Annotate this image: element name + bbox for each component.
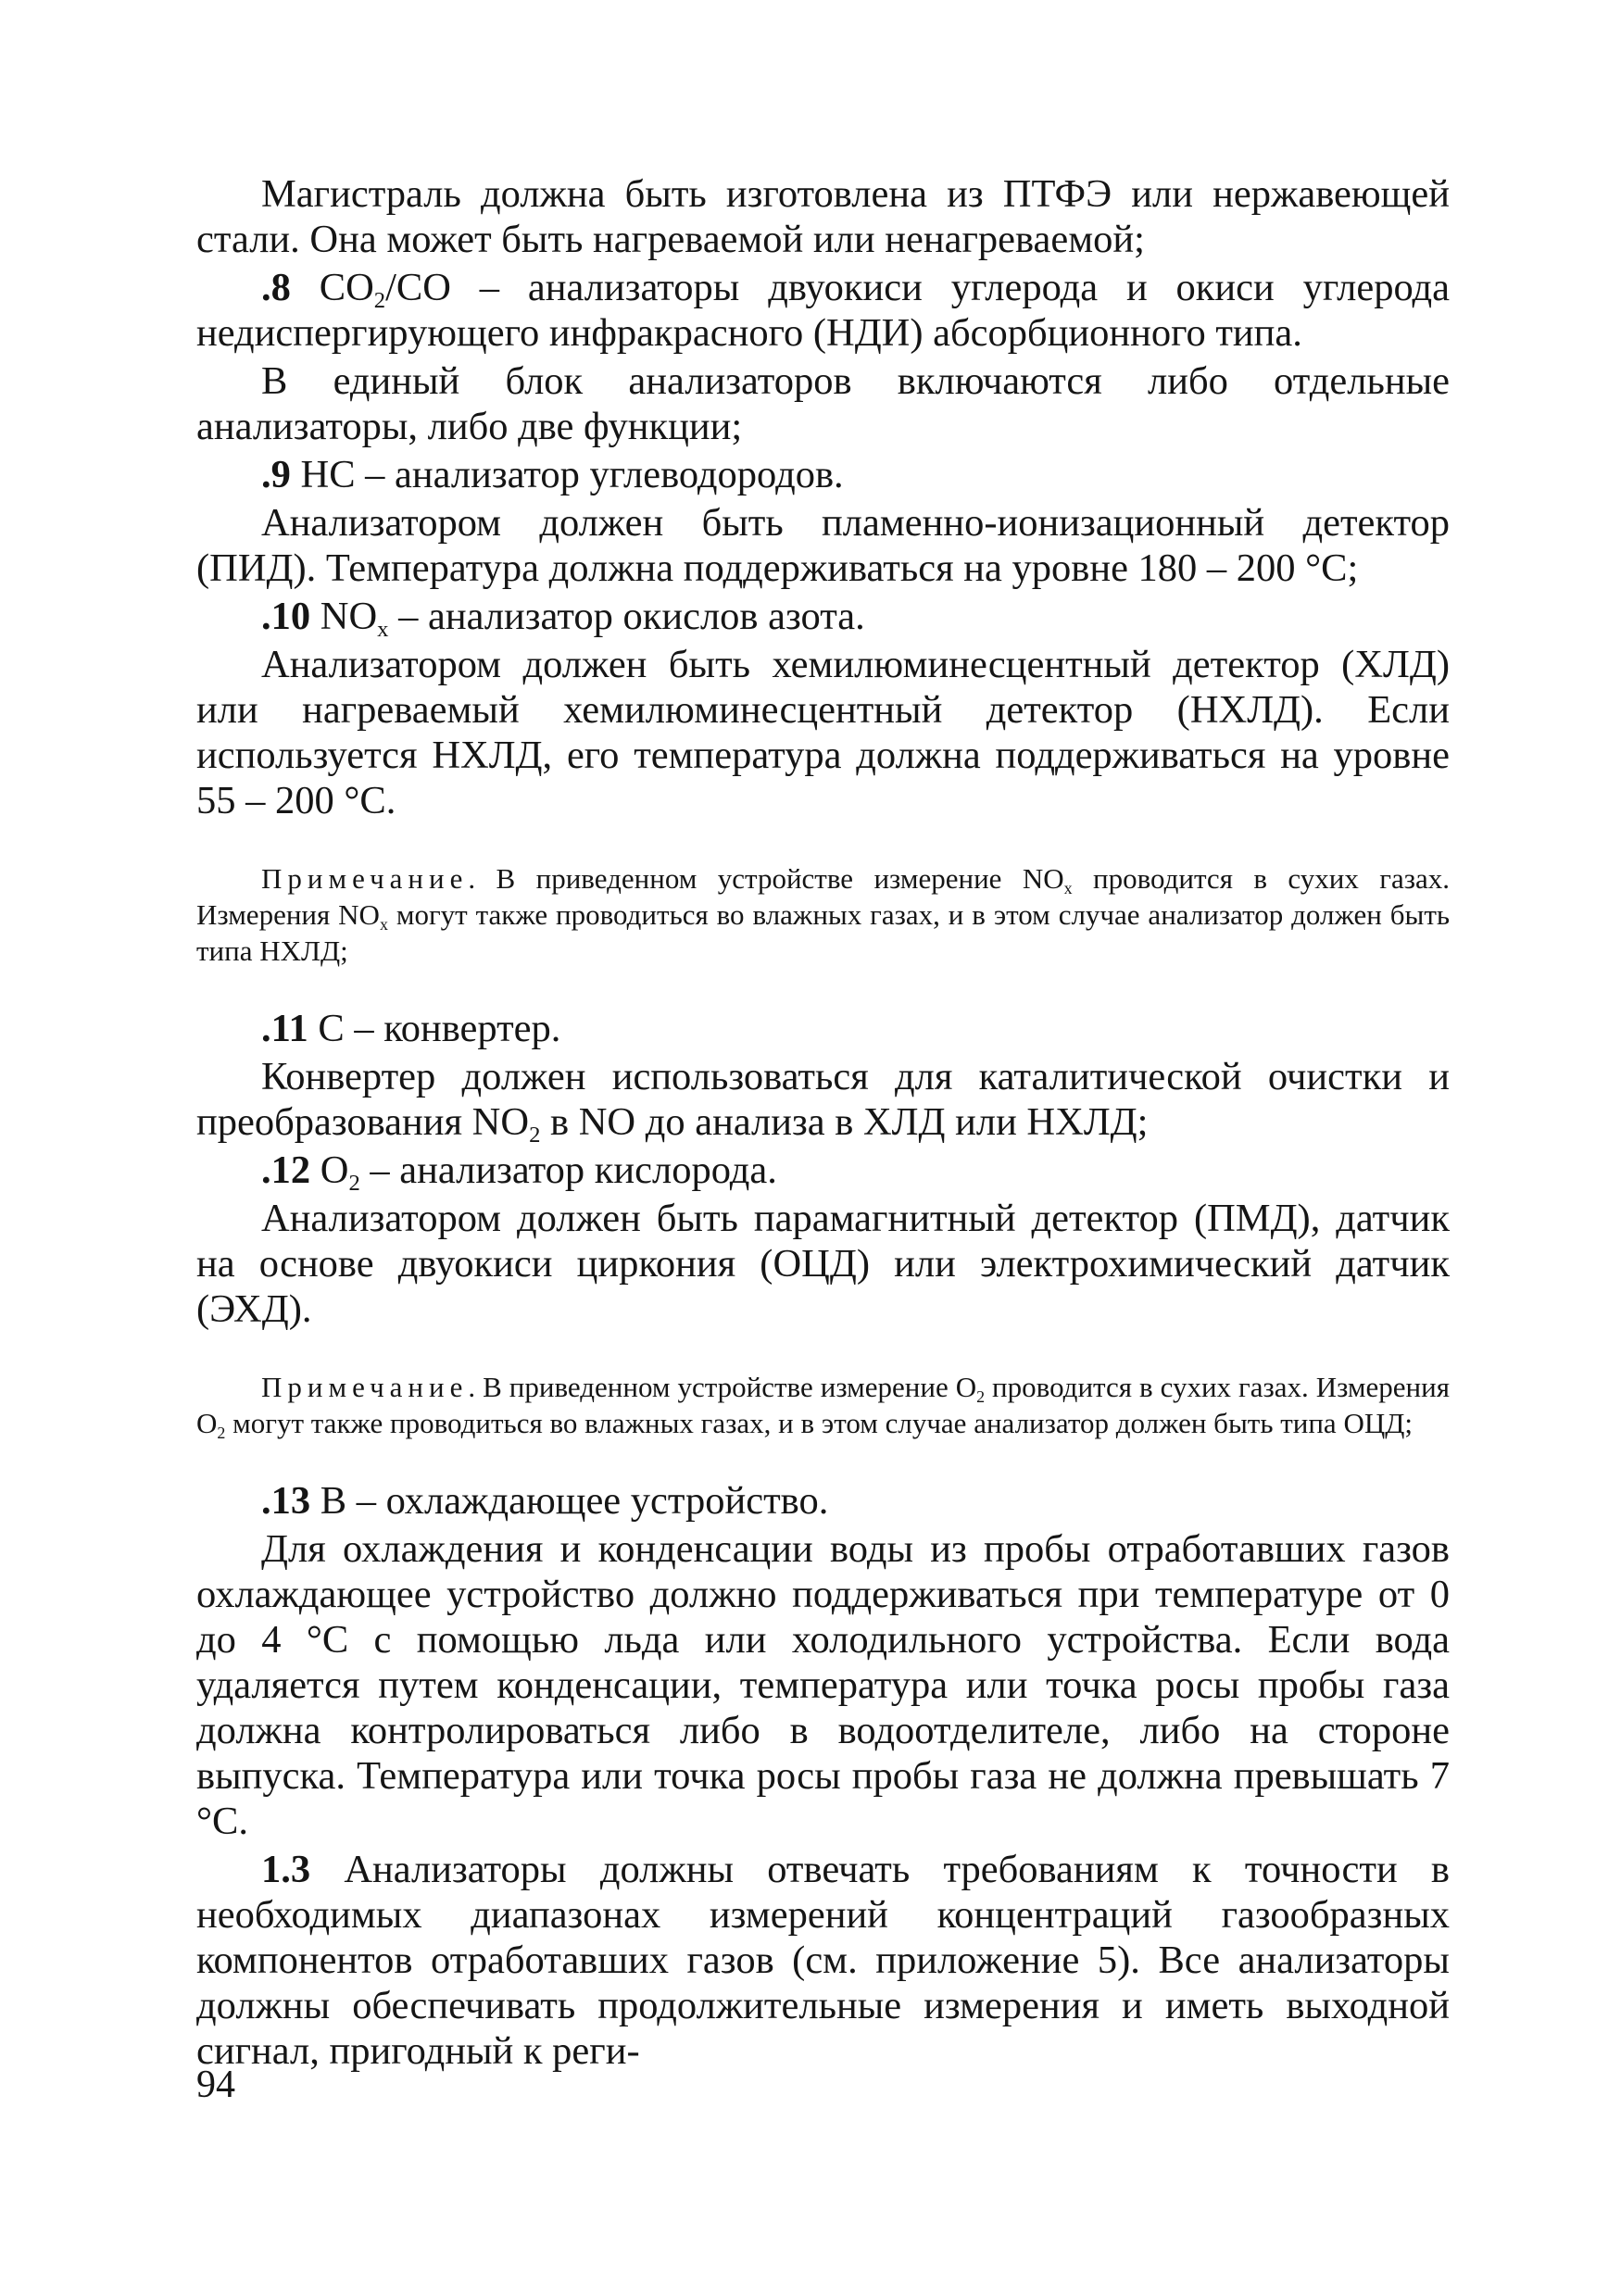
page-number: 94 — [196, 2064, 235, 2106]
paragraph-pipeline: Магистраль должна быть изготовлена из ПТФЭ или нержавеющей стали. Она может быть нагреваемой или ненагреваемой; — [196, 172, 1450, 261]
note-o2: Примечание. В приведенном устройстве измерение $O_2$ проводится в сухих газах. Измерения $O_2$ могут также проводиться во влажных газах, и в этом случае анализатор должен быть типа ОЦД; — [196, 1371, 1450, 1442]
item-12-o2: .12 $O_2$ – анализатор кислорода. — [261, 1148, 777, 1196]
paragraph-converter: Конвертер должен использоваться для каталитической очистки и преобразования $NO_2$ в NO до анализа в ХЛД или НХЛД; — [196, 1055, 1450, 1148]
item-10-nox: .10 $NO_x$ – анализатор окислов азота. — [261, 595, 865, 642]
item-number: .10 — [261, 595, 311, 638]
paragraph-pmd: Анализатором должен быть парамагнитный детектор (ПМД), датчик на основе двуокиси циркония (ОЦД) или электрохимический датчик (ЭХД). — [196, 1197, 1450, 1331]
section-number: 1.3 — [261, 1848, 311, 1891]
item-13-cooler: .13 B – охлаждающее устройство. — [261, 1479, 829, 1523]
note-label: Примечание — [261, 862, 469, 895]
item-number: .9 — [261, 453, 291, 496]
item-11-converter: .11 C – конвертер. — [261, 1007, 561, 1050]
paragraph-fid: Анализатором должен быть пламенно-ионизационный детектор (ПИД). Температура должна поддерживаться на уровне 180 – 200 °C; — [196, 501, 1450, 590]
paragraph-analyzer-block: В единый блок анализаторов включаются либо отдельные анализаторы, либо две функции; — [196, 359, 1450, 448]
item-number: .11 — [261, 1007, 308, 1050]
item-9-hc: .9 HC – анализатор углеводородов. — [261, 453, 844, 496]
note-nox: Примечание. В приведенном устройстве измерение $NO_x$ проводится в сухих газах. Измерения $NO_x$ могут также проводиться во влажных газах, и в этом случае анализатор должен быть типа НХЛД; — [196, 862, 1451, 967]
item-number: .13 — [261, 1479, 311, 1523]
paragraph-cooling: Для охлаждения и конденсации воды из пробы отработавших газов охлаждающее устройство должно поддерживаться при температуре от 0 до 4 °C с помощью льда или холодильного устройства. Если вода удаляется путем конденсации, температура или точка росы пробы газа должна контролироваться либо в водоотделителе, либо на стороне выпуска. Температура или точка росы пробы газа не должна превышать 7 °C. — [196, 1527, 1450, 1843]
item-number: .8 — [261, 266, 291, 309]
item-number: .12 — [261, 1148, 311, 1192]
page-body — [196, 171, 1450, 2076]
paragraph-cld: Анализатором должен быть хемилюминесцентный детектор (ХЛД) или нагреваемый хемилюминесцентный детектор (НХЛД). Если используется НХЛД, его температура должна поддерживаться на уровне 55 – 200 °C. — [196, 643, 1450, 822]
section-1-3: 1.3 Анализаторы должны отвечать требованиям к точности в необходимых диапазонах измерений концентраций газообразных компонентов отработавших газов (см. приложение 5). Все анализаторы должны обеспечивать продолжительные измерения и иметь выходной сигнал, пригодный к реги- — [196, 1848, 1451, 2073]
item-8-co2-co: .8 $CO_2/CO$ – анализаторы двуокиси углерода и окиси углерода недиспергирующего инфракрасного (НДИ) абсорбционного типа. — [196, 266, 1451, 355]
note-label: Примечание — [261, 1371, 469, 1403]
